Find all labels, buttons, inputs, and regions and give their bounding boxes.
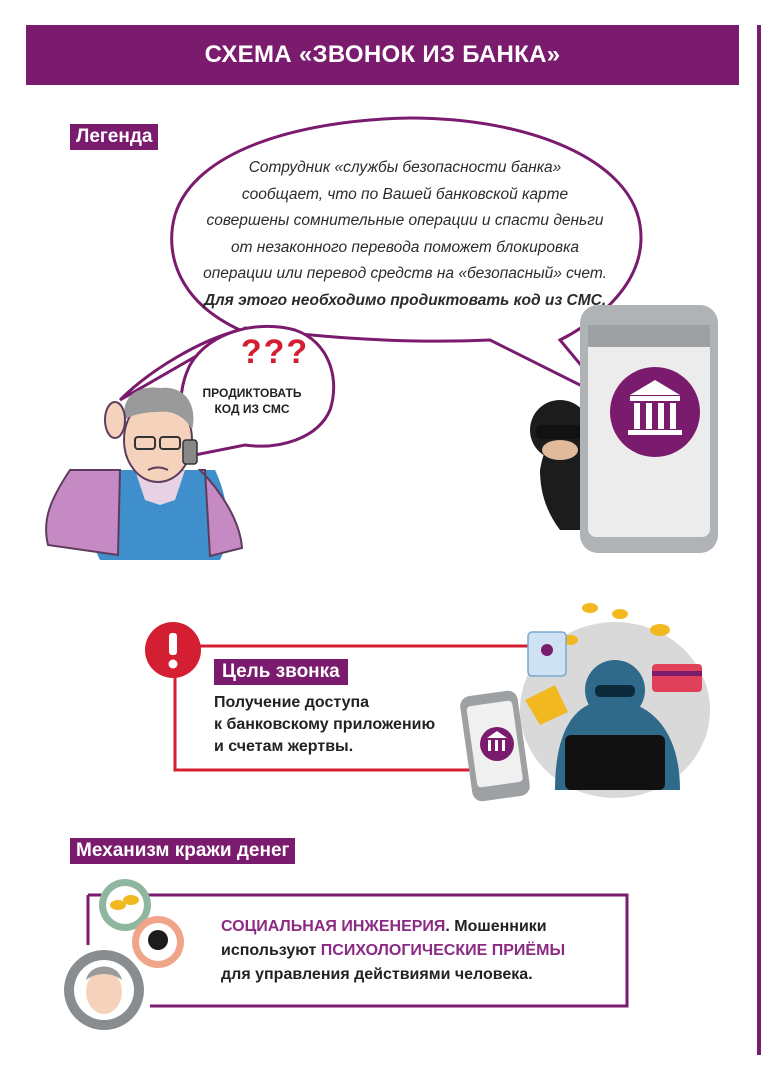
mechanism-tag: Механизм кражи денег (70, 838, 295, 864)
mechanism-highlight-1: СОЦИАЛЬНАЯ ИНЖЕНЕРИЯ (221, 918, 446, 935)
mechanism-text-part: используют (221, 942, 321, 959)
legend-tag: Легенда (70, 124, 158, 150)
bubble-line: Сотрудник «службы безопасности банка» (248, 159, 562, 176)
hacker-illustration (520, 603, 710, 798)
bubble-line: сообщает, что по Вашей банковской карте (241, 185, 569, 203)
question-marks: ??? (240, 333, 310, 371)
mechanism-text-part: для управления действиями человека. (221, 966, 533, 983)
bubble-line: от незаконного перевода поможет блокировка (230, 238, 580, 256)
bubble-line: совершены сомнительные операции и спасти деньги (206, 212, 604, 229)
small-bubble-line: ПРОДИКТОВАТЬ (202, 386, 302, 400)
small-bubble-text (192, 385, 312, 417)
goal-line: Получение доступа (214, 694, 370, 711)
alert-icon (169, 633, 178, 669)
small-bubble-line: КОД ИЗ СМС (214, 402, 290, 416)
bubble-bold-line: Для этого необходимо продиктовать код из СМС. (203, 291, 607, 309)
goal-text (214, 692, 474, 758)
mechanism-highlight-2: ПСИХОЛОГИЧЕСКИЕ ПРИЁМЫ (320, 942, 566, 959)
goal-line: и счетам жертвы. (214, 738, 354, 755)
mechanism-text (221, 915, 621, 987)
legend-bubble-text (195, 155, 615, 314)
page-title: СХЕМА «ЗВОНОК ИЗ БАНКА» (26, 25, 739, 85)
mechanism-text-part: . Мошенники (445, 918, 547, 935)
card-icon (652, 664, 702, 692)
bubble-line: операции или перевод средств на «безопасный» счет. (203, 265, 607, 282)
goal-tag: Цель звонка (214, 659, 348, 685)
phone-bank-illustration (580, 305, 718, 553)
goal-line: к банковскому приложению (214, 716, 436, 733)
